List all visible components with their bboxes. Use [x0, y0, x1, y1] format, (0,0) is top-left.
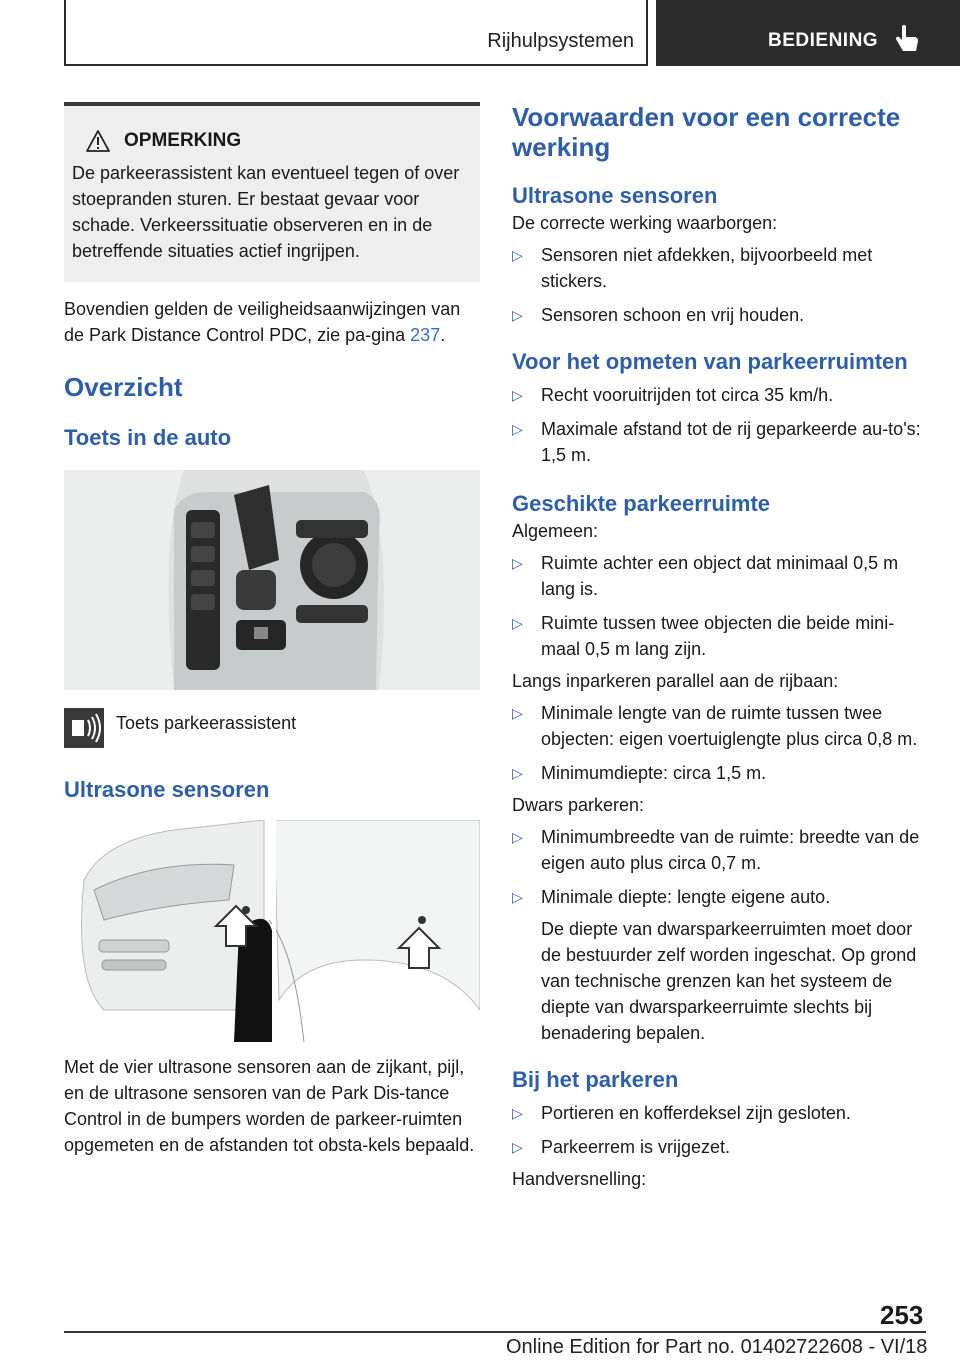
parallel-list	[512, 700, 928, 786]
list-item-text: Minimale lengte van de ruimte tussen twee objecten: eigen voertuiglengte plus circa 0,8 m.	[541, 703, 918, 749]
list-item-text: Recht vooruitrijden tot circa 35 km/h.	[541, 385, 834, 405]
bullet-icon: ▷	[512, 1105, 523, 1121]
bullet-icon: ▷	[512, 387, 523, 403]
cross-note: De diepte van dwarsparkeerruimten moet door de bestuurder zelf worden ingeschat. Op grond van technische grenzen kan het systeem de diepte van dwarsparkeerruimte slechts bij benadering bepalen.	[541, 919, 917, 1043]
list-item-text: Sensoren niet afdekken, bijvoorbeeld met stickers.	[541, 245, 873, 291]
list-item-text: Sensoren schoon en vrij houden.	[541, 305, 805, 325]
note-heading	[86, 130, 470, 152]
bullet-icon: ▷	[512, 247, 523, 263]
list-item-text: Ruimte achter een object dat minimaal 0,5 m lang is.	[541, 553, 899, 599]
list-item	[512, 1100, 928, 1126]
note-body: De parkeerassistent kan eventueel tegen of over stoepranden sturen. Er bestaat gevaar voor schade. Verkeerssituatie observeren en in de betreffende situaties actief ingrijpen.	[72, 163, 460, 261]
warning-triangle-icon	[86, 130, 110, 152]
ultrasonic-sensors-image	[64, 820, 480, 1042]
note-title: OPMERKING	[124, 130, 242, 151]
bullet-icon: ▷	[512, 765, 523, 781]
heading-right-ultrasonic-sensors: Ultrasone sensoren	[512, 183, 718, 208]
list-item-text: Minimumbreedte van de ruimte: breedte van de eigen auto plus circa 0,7 m.	[541, 827, 920, 873]
bullet-icon: ▷	[512, 1139, 523, 1155]
heading-button-in-car: Toets in de auto	[64, 425, 232, 450]
heading-overview: Overzicht	[64, 372, 183, 402]
list-item	[512, 700, 928, 752]
button-caption: Toets parkeerassistent	[116, 713, 297, 733]
button-caption-row	[64, 708, 480, 748]
page-number: 253	[880, 1300, 924, 1330]
footer-divider	[64, 1331, 926, 1333]
sensors-list	[512, 242, 928, 328]
bullet-icon: ▷	[512, 829, 523, 845]
list-item-text: Minimumdiepte: circa 1,5 m.	[541, 763, 767, 783]
list-item-text: Parkeerrem is vrijgezet.	[541, 1137, 731, 1157]
bullet-icon: ▷	[512, 615, 523, 631]
list-item	[512, 550, 928, 602]
heading-measure: Voor het opmeten van parkeerruimten	[512, 349, 908, 374]
page-link-237[interactable]: 237	[410, 325, 441, 345]
list-item-text: Portieren en kofferdeksel zijn gesloten.	[541, 1103, 851, 1123]
list-item-text: Minimale diepte: lengte eigene auto.	[541, 887, 831, 907]
sensors-paragraph: Met de vier ultrasone sensoren aan de zijkant, pijl, en de ultrasone sensoren van de Park Dis‐tance Control in de bumpers worden de parkeer‐ruimten opgemeten en de afstanden tot obsta‐kels bepaald.	[64, 1057, 475, 1155]
parking-assistant-icon	[64, 708, 104, 748]
list-item-text: Ruimte tussen twee objecten die beide mini‐maal 0,5 m lang zijn.	[541, 613, 895, 659]
list-item	[512, 416, 928, 468]
safety-text: Bovendien gelden de veiligheidsaanwijzingen van de Park Distance Control PDC, zie pa‐gina	[64, 299, 461, 345]
safety-text-end: .	[440, 325, 446, 345]
manual-label: Handversnelling:	[512, 1169, 647, 1189]
list-item	[512, 884, 928, 910]
list-item	[512, 382, 928, 408]
bullet-icon: ▷	[512, 421, 523, 437]
general-list	[512, 550, 928, 662]
bullet-icon: ▷	[512, 705, 523, 721]
parking-list	[512, 1100, 928, 1160]
header-section-tab	[64, 0, 648, 66]
bullet-icon: ▷	[512, 889, 523, 905]
bullet-icon: ▷	[512, 555, 523, 571]
parallel-label: Langs inparkeren parallel aan de rijbaan:	[512, 671, 839, 691]
list-item	[512, 302, 928, 328]
list-item	[512, 242, 928, 294]
general-label: Algemeen:	[512, 521, 599, 541]
sensors-intro: De correcte werking waarborgen:	[512, 213, 778, 233]
list-item-text: Maximale afstand tot de rij geparkeerde au‐to's: 1,5 m.	[541, 419, 921, 465]
heading-ultrasonic-sensors: Ultrasone sensoren	[64, 777, 270, 802]
header-section-title: Rijhulpsystemen	[487, 30, 634, 52]
header-chapter-tab	[656, 0, 960, 66]
measure-list	[512, 382, 928, 468]
heading-conditions: Voorwaarden voor een correcte werking	[512, 102, 901, 162]
left-column	[64, 102, 480, 1158]
list-item	[512, 1134, 928, 1160]
list-item	[512, 610, 928, 662]
bullet-icon: ▷	[512, 307, 523, 323]
header-chapter-title: BEDIENING	[768, 30, 879, 51]
heading-suitable-space: Geschikte parkeerruimte	[512, 491, 771, 516]
cross-list	[512, 824, 928, 910]
right-column	[512, 102, 928, 1192]
heading-when-parking: Bij het parkeren	[512, 1067, 679, 1092]
pointing-hand-icon	[894, 24, 922, 54]
list-item	[512, 824, 928, 876]
safety-paragraph	[64, 296, 480, 348]
cross-label: Dwars parkeren:	[512, 795, 645, 815]
center-console-image	[64, 470, 480, 690]
footer-edition: Online Edition for Part no. 01402722608 - VI/18	[506, 1336, 928, 1358]
warning-note	[64, 102, 480, 282]
list-item	[512, 760, 928, 786]
